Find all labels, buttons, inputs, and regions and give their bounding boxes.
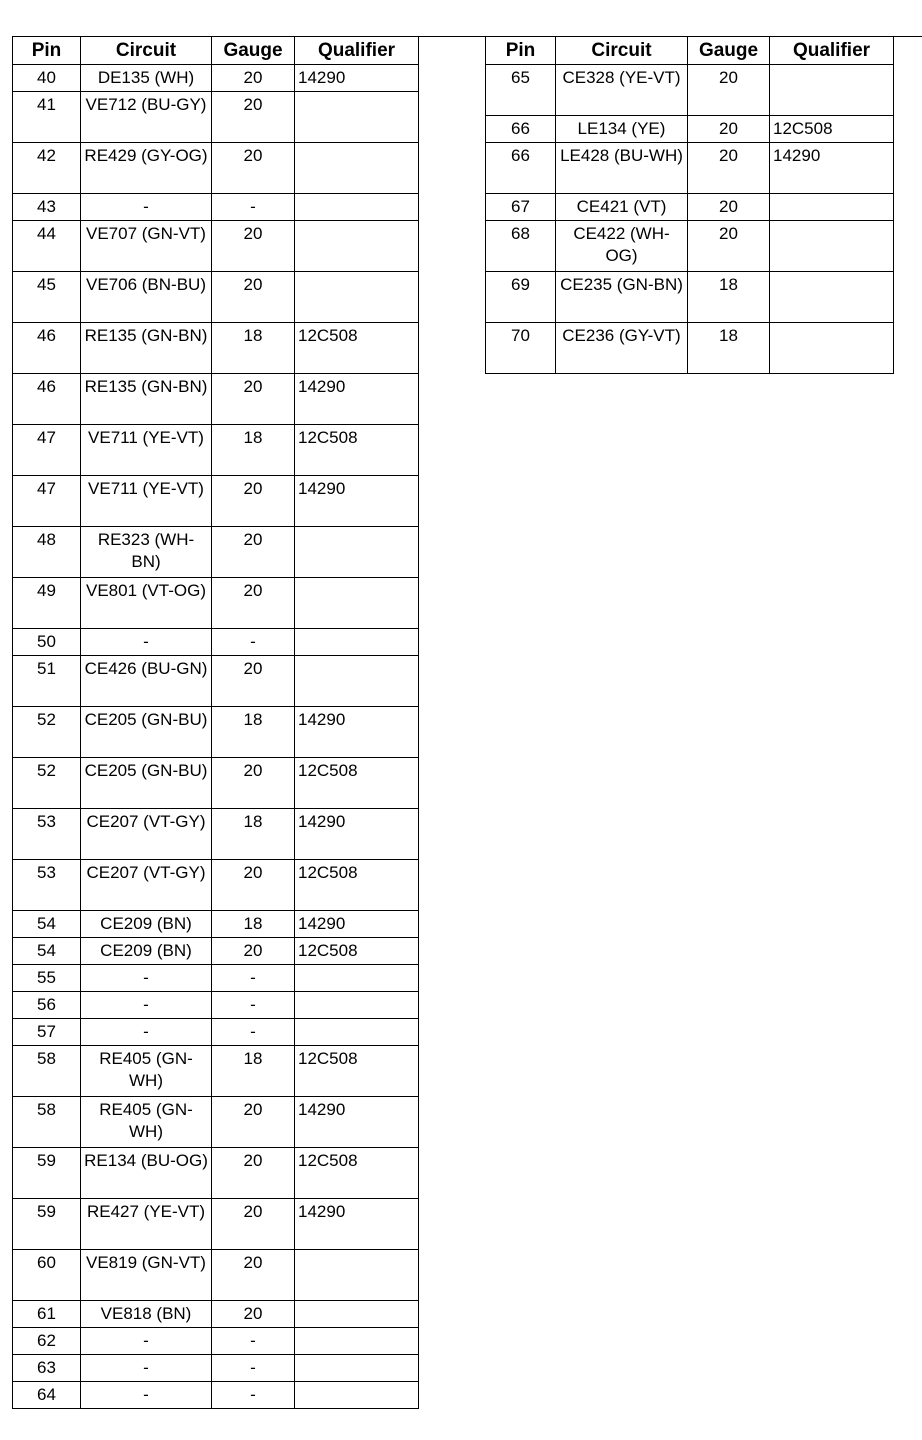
- circuit-cell: CE328 (YE-VT): [556, 65, 688, 116]
- qualifier-cell: 14290: [295, 1199, 419, 1250]
- gauge-cell: 18: [212, 323, 295, 374]
- circuit-cell: CE422 (WH-OG): [556, 221, 688, 272]
- circuit-cell: VE801 (VT-OG): [81, 578, 212, 629]
- gauge-cell: 20: [212, 143, 295, 194]
- circuit-cell: RE135 (GN-BN): [81, 374, 212, 425]
- table-row: [13, 65, 419, 92]
- circuit-cell: VE819 (GN-VT): [81, 1250, 212, 1301]
- qualifier-cell: 14290: [295, 374, 419, 425]
- table-row: [13, 1019, 419, 1046]
- header-gauge: Gauge: [688, 37, 770, 65]
- gauge-cell: 20: [212, 578, 295, 629]
- pin-cell: 40: [13, 65, 81, 92]
- qualifier-cell: [295, 1250, 419, 1301]
- qualifier-cell: [295, 1019, 419, 1046]
- pin-cell: 49: [13, 578, 81, 629]
- table-row: [13, 1046, 419, 1097]
- qualifier-cell: 12C508: [295, 938, 419, 965]
- gauge-cell: 20: [212, 758, 295, 809]
- qualifier-cell: [295, 1382, 419, 1409]
- pin-cell: 63: [13, 1355, 81, 1382]
- qualifier-cell: [295, 1355, 419, 1382]
- circuit-cell: -: [81, 1355, 212, 1382]
- gauge-cell: -: [212, 1328, 295, 1355]
- pin-cell: 59: [13, 1148, 81, 1199]
- header-row: [486, 37, 894, 65]
- pin-cell: 57: [13, 1019, 81, 1046]
- gauge-cell: 18: [688, 323, 770, 374]
- circuit-cell: VE711 (YE-VT): [81, 425, 212, 476]
- gauge-cell: -: [212, 992, 295, 1019]
- qualifier-cell: [295, 527, 419, 578]
- pin-cell: 61: [13, 1301, 81, 1328]
- qualifier-cell: [770, 221, 894, 272]
- circuit-cell: CE209 (BN): [81, 911, 212, 938]
- circuit-cell: CE426 (BU-GN): [81, 656, 212, 707]
- circuit-cell: -: [81, 194, 212, 221]
- table-row: [13, 629, 419, 656]
- qualifier-cell: 12C508: [295, 860, 419, 911]
- circuit-cell: RE323 (WH-BN): [81, 527, 212, 578]
- pin-cell: 45: [13, 272, 81, 323]
- pin-cell: 44: [13, 221, 81, 272]
- qualifier-cell: [770, 194, 894, 221]
- gauge-cell: 18: [688, 272, 770, 323]
- qualifier-cell: 14290: [295, 911, 419, 938]
- qualifier-cell: [295, 194, 419, 221]
- table-row: [13, 272, 419, 323]
- pin-cell: 42: [13, 143, 81, 194]
- qualifier-cell: 14290: [295, 476, 419, 527]
- qualifier-cell: 12C508: [295, 1046, 419, 1097]
- header-qualifier: Qualifier: [770, 37, 894, 65]
- table-row: [13, 527, 419, 578]
- table-row: [13, 758, 419, 809]
- pin-cell: 51: [13, 656, 81, 707]
- pin-cell: 58: [13, 1097, 81, 1148]
- qualifier-cell: [295, 272, 419, 323]
- pin-cell: 70: [486, 323, 556, 374]
- pin-cell: 43: [13, 194, 81, 221]
- gauge-cell: 20: [212, 1148, 295, 1199]
- pin-table-left-body: [13, 65, 419, 1409]
- pin-cell: 65: [486, 65, 556, 116]
- gauge-cell: -: [212, 1382, 295, 1409]
- table-row: [486, 194, 894, 221]
- table-row: [13, 92, 419, 143]
- gauge-cell: 20: [688, 194, 770, 221]
- pin-cell: 53: [13, 809, 81, 860]
- header-pin: Pin: [486, 37, 556, 65]
- gauge-cell: 20: [212, 374, 295, 425]
- pin-table-right: [485, 36, 894, 374]
- pin-cell: 68: [486, 221, 556, 272]
- gauge-cell: 20: [212, 92, 295, 143]
- qualifier-cell: [295, 629, 419, 656]
- circuit-cell: RE405 (GN-WH): [81, 1046, 212, 1097]
- pin-cell: 66: [486, 143, 556, 194]
- gauge-cell: 20: [688, 221, 770, 272]
- table-row: [486, 323, 894, 374]
- table-row: [13, 143, 419, 194]
- table-row: [13, 938, 419, 965]
- qualifier-cell: 14290: [770, 143, 894, 194]
- table-row: [13, 476, 419, 527]
- qualifier-cell: 14290: [295, 1097, 419, 1148]
- header-qualifier: Qualifier: [295, 37, 419, 65]
- table-row: [13, 707, 419, 758]
- gauge-cell: 18: [212, 809, 295, 860]
- qualifier-cell: [295, 965, 419, 992]
- table-row: [13, 578, 419, 629]
- pin-cell: 52: [13, 758, 81, 809]
- table-row: [13, 911, 419, 938]
- circuit-cell: LE134 (YE): [556, 116, 688, 143]
- gauge-cell: 20: [212, 860, 295, 911]
- table-row: [13, 1328, 419, 1355]
- pin-cell: 53: [13, 860, 81, 911]
- circuit-cell: CE209 (BN): [81, 938, 212, 965]
- circuit-cell: -: [81, 992, 212, 1019]
- table-row: [13, 1382, 419, 1409]
- qualifier-cell: 14290: [295, 65, 419, 92]
- circuit-cell: VE707 (GN-VT): [81, 221, 212, 272]
- circuit-cell: RE135 (GN-BN): [81, 323, 212, 374]
- header-pin: Pin: [13, 37, 81, 65]
- table-row: [13, 323, 419, 374]
- gauge-cell: 18: [212, 1046, 295, 1097]
- table-row: [13, 809, 419, 860]
- table-row: [13, 1250, 419, 1301]
- table-row: [13, 194, 419, 221]
- qualifier-cell: [770, 323, 894, 374]
- table-row: [13, 656, 419, 707]
- qualifier-cell: [295, 578, 419, 629]
- header-circuit: Circuit: [556, 37, 688, 65]
- circuit-cell: -: [81, 965, 212, 992]
- pin-cell: 47: [13, 425, 81, 476]
- circuit-cell: CE207 (VT-GY): [81, 809, 212, 860]
- qualifier-cell: 12C508: [295, 425, 419, 476]
- circuit-cell: RE134 (BU-OG): [81, 1148, 212, 1199]
- table-row: [13, 221, 419, 272]
- circuit-cell: CE207 (VT-GY): [81, 860, 212, 911]
- table-row: [486, 221, 894, 272]
- circuit-cell: RE429 (GY-OG): [81, 143, 212, 194]
- pin-cell: 46: [13, 323, 81, 374]
- gauge-cell: 20: [688, 143, 770, 194]
- pin-cell: 59: [13, 1199, 81, 1250]
- gauge-cell: 20: [688, 116, 770, 143]
- circuit-cell: -: [81, 1382, 212, 1409]
- qualifier-cell: [295, 656, 419, 707]
- pin-cell: 48: [13, 527, 81, 578]
- gauge-cell: 20: [212, 527, 295, 578]
- gauge-cell: 18: [212, 425, 295, 476]
- qualifier-cell: 12C508: [295, 1148, 419, 1199]
- table-row: [13, 374, 419, 425]
- qualifier-cell: [295, 992, 419, 1019]
- gauge-cell: 20: [212, 1199, 295, 1250]
- pin-cell: 56: [13, 992, 81, 1019]
- table-row: [13, 860, 419, 911]
- circuit-cell: CE235 (GN-BN): [556, 272, 688, 323]
- pin-cell: 52: [13, 707, 81, 758]
- gauge-cell: -: [212, 965, 295, 992]
- gauge-cell: 20: [212, 272, 295, 323]
- qualifier-cell: [295, 143, 419, 194]
- gauge-cell: -: [212, 1019, 295, 1046]
- pin-cell: 64: [13, 1382, 81, 1409]
- circuit-cell: VE711 (YE-VT): [81, 476, 212, 527]
- circuit-cell: CE421 (VT): [556, 194, 688, 221]
- header-gauge: Gauge: [212, 37, 295, 65]
- gauge-cell: 20: [212, 938, 295, 965]
- pin-cell: 62: [13, 1328, 81, 1355]
- qualifier-cell: [295, 1301, 419, 1328]
- table-row: [486, 65, 894, 116]
- circuit-cell: RE427 (YE-VT): [81, 1199, 212, 1250]
- table-row: [13, 965, 419, 992]
- circuit-cell: CE205 (GN-BU): [81, 758, 212, 809]
- pin-cell: 67: [486, 194, 556, 221]
- table-row: [13, 1301, 419, 1328]
- circuit-cell: RE405 (GN-WH): [81, 1097, 212, 1148]
- header-row: [13, 37, 419, 65]
- pin-table-right-body: [486, 65, 894, 374]
- qualifier-cell: 12C508: [295, 758, 419, 809]
- gauge-cell: 20: [212, 65, 295, 92]
- qualifier-cell: 14290: [295, 707, 419, 758]
- table-row: [486, 143, 894, 194]
- circuit-cell: -: [81, 1019, 212, 1046]
- gauge-cell: 20: [212, 476, 295, 527]
- gauge-cell: 20: [212, 221, 295, 272]
- pin-cell: 54: [13, 911, 81, 938]
- pin-cell: 50: [13, 629, 81, 656]
- qualifier-cell: [295, 92, 419, 143]
- table-row: [13, 1097, 419, 1148]
- gauge-cell: 20: [212, 656, 295, 707]
- gauge-cell: 20: [212, 1301, 295, 1328]
- circuit-cell: VE706 (BN-BU): [81, 272, 212, 323]
- pin-cell: 55: [13, 965, 81, 992]
- gauge-cell: -: [212, 629, 295, 656]
- circuit-cell: VE818 (BN): [81, 1301, 212, 1328]
- circuit-cell: -: [81, 629, 212, 656]
- gauge-cell: 20: [688, 65, 770, 116]
- circuit-cell: CE236 (GY-VT): [556, 323, 688, 374]
- table-row: [13, 1148, 419, 1199]
- pin-cell: 69: [486, 272, 556, 323]
- pin-cell: 66: [486, 116, 556, 143]
- qualifier-cell: 14290: [295, 809, 419, 860]
- qualifier-cell: [770, 272, 894, 323]
- gauge-cell: 20: [212, 1250, 295, 1301]
- qualifier-cell: 12C508: [770, 116, 894, 143]
- gauge-cell: -: [212, 194, 295, 221]
- pin-cell: 41: [13, 92, 81, 143]
- table-row: [486, 116, 894, 143]
- header-circuit: Circuit: [81, 37, 212, 65]
- pin-cell: 54: [13, 938, 81, 965]
- circuit-cell: VE712 (BU-GY): [81, 92, 212, 143]
- qualifier-cell: [295, 221, 419, 272]
- gauge-cell: 20: [212, 1097, 295, 1148]
- circuit-cell: -: [81, 1328, 212, 1355]
- pin-cell: 46: [13, 374, 81, 425]
- table-row: [13, 425, 419, 476]
- pin-cell: 47: [13, 476, 81, 527]
- table-row: [486, 272, 894, 323]
- table-row: [13, 1355, 419, 1382]
- pin-cell: 58: [13, 1046, 81, 1097]
- table-row: [13, 1199, 419, 1250]
- gauge-cell: -: [212, 1355, 295, 1382]
- qualifier-cell: 12C508: [295, 323, 419, 374]
- circuit-cell: LE428 (BU-WH): [556, 143, 688, 194]
- pin-table-left: [12, 36, 419, 1409]
- table-row: [13, 992, 419, 1019]
- gauge-cell: 18: [212, 707, 295, 758]
- pin-cell: 60: [13, 1250, 81, 1301]
- qualifier-cell: [770, 65, 894, 116]
- circuit-cell: CE205 (GN-BU): [81, 707, 212, 758]
- qualifier-cell: [295, 1328, 419, 1355]
- gauge-cell: 18: [212, 911, 295, 938]
- circuit-cell: DE135 (WH): [81, 65, 212, 92]
